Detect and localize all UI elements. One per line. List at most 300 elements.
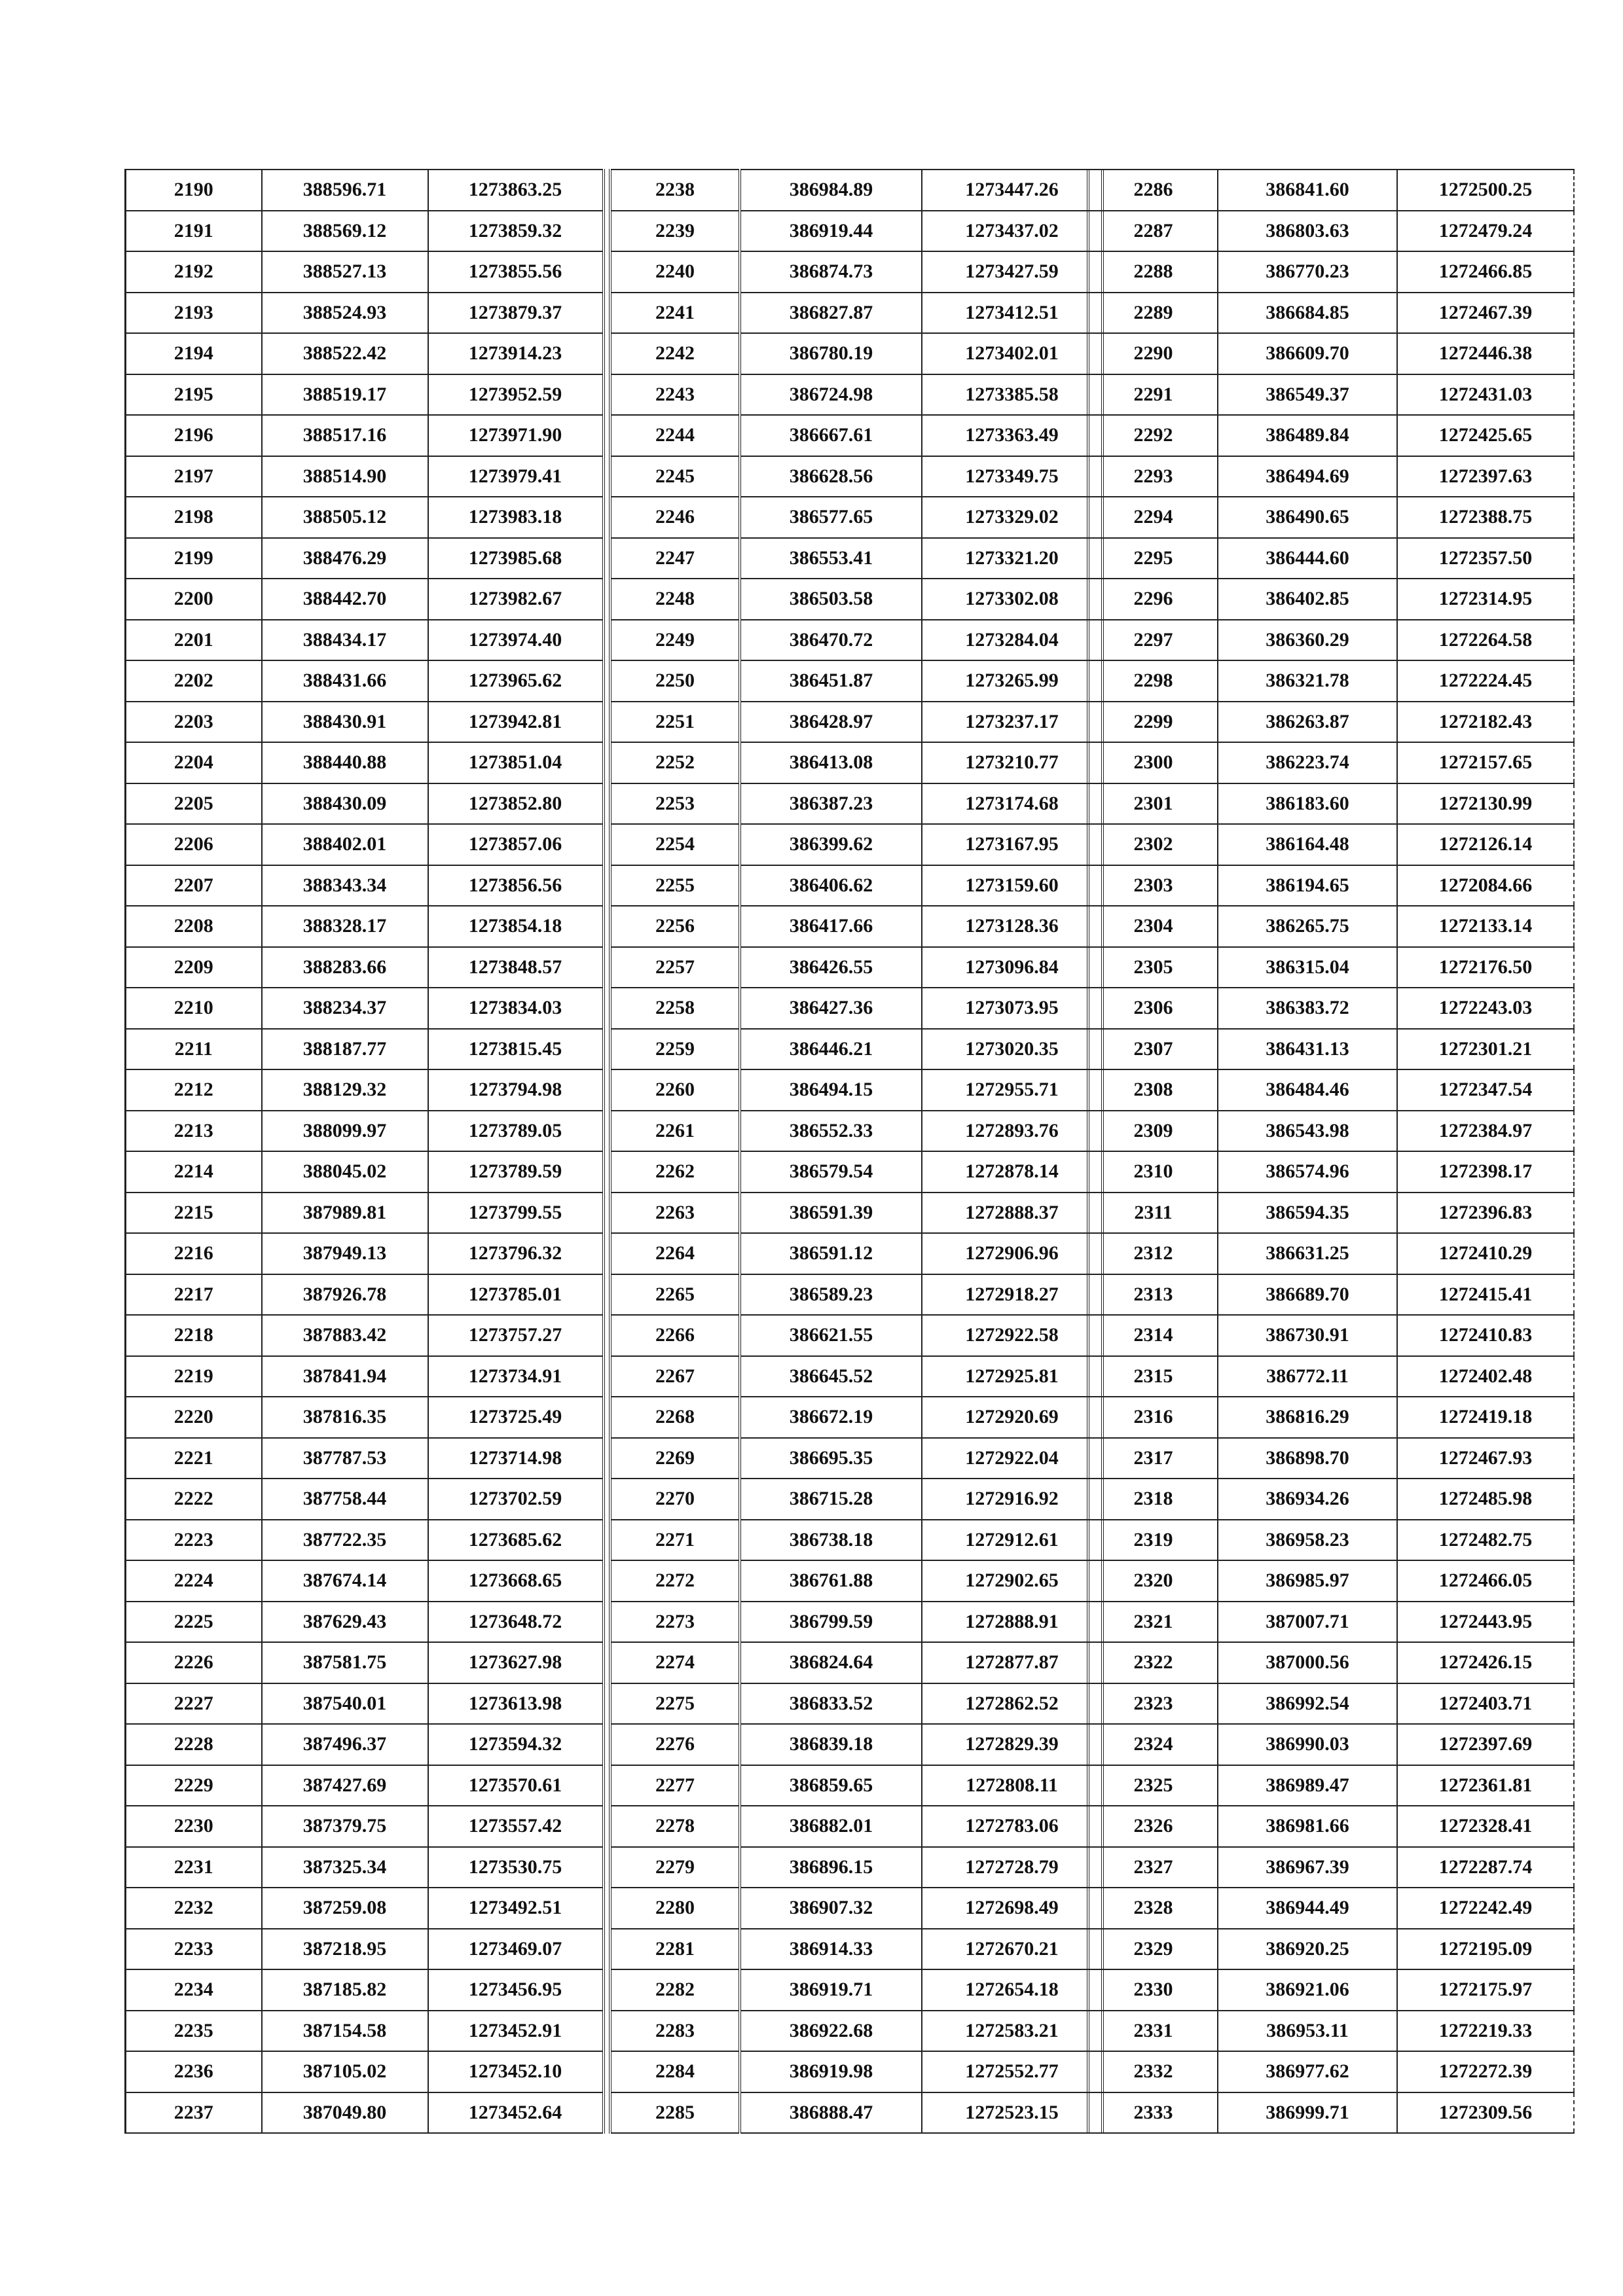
y-coordinate-cell: 1272922.58 xyxy=(922,1315,1103,1356)
table-row xyxy=(1088,456,1574,497)
point-number-cell: 2269 xyxy=(610,1438,740,1479)
point-number-cell: 2228 xyxy=(126,1724,262,1765)
y-coordinate-cell: 1272877.87 xyxy=(922,1642,1103,1683)
table-row xyxy=(610,1315,1103,1356)
y-coordinate-cell: 1272888.91 xyxy=(922,1602,1103,1643)
y-coordinate-cell: 1272309.56 xyxy=(1397,2092,1574,2134)
point-number-cell: 2304 xyxy=(1088,906,1218,947)
point-number-cell: 2289 xyxy=(1088,293,1218,334)
point-number-cell: 2320 xyxy=(1088,1560,1218,1602)
point-number-cell: 2309 xyxy=(1088,1111,1218,1152)
table-row xyxy=(610,1765,1103,1806)
point-number-cell: 2277 xyxy=(610,1765,740,1806)
table-row xyxy=(1088,1724,1574,1765)
y-coordinate-cell: 1272126.14 xyxy=(1397,824,1574,865)
table-row xyxy=(610,702,1103,743)
point-number-cell: 2264 xyxy=(610,1233,740,1274)
point-number-cell: 2208 xyxy=(126,906,262,947)
x-coordinate-cell: 388569.12 xyxy=(262,211,428,252)
y-coordinate-cell: 1272466.05 xyxy=(1397,1560,1574,1602)
y-coordinate-cell: 1272918.27 xyxy=(922,1274,1103,1316)
y-coordinate-cell: 1273437.02 xyxy=(922,211,1103,252)
point-number-cell: 2207 xyxy=(126,865,262,906)
y-coordinate-cell: 1272388.75 xyxy=(1397,497,1574,538)
x-coordinate-cell: 386977.62 xyxy=(1218,2051,1397,2092)
y-coordinate-cell: 1272808.11 xyxy=(922,1765,1103,1806)
point-number-cell: 2220 xyxy=(126,1397,262,1438)
x-coordinate-cell: 386553.41 xyxy=(740,538,922,579)
x-coordinate-cell: 387427.69 xyxy=(262,1765,428,1806)
y-coordinate-cell: 1273942.81 xyxy=(428,702,604,743)
table-row xyxy=(610,1111,1103,1152)
table-row xyxy=(126,783,604,825)
table-row xyxy=(126,1111,604,1152)
y-coordinate-cell: 1272301.21 xyxy=(1397,1029,1574,1070)
x-coordinate-cell: 388129.32 xyxy=(262,1069,428,1111)
y-coordinate-cell: 1272955.71 xyxy=(922,1069,1103,1111)
y-coordinate-cell: 1272182.43 xyxy=(1397,702,1574,743)
y-coordinate-cell: 1273668.65 xyxy=(428,1560,604,1602)
x-coordinate-cell: 386989.47 xyxy=(1218,1765,1397,1806)
y-coordinate-cell: 1272130.99 xyxy=(1397,783,1574,825)
x-coordinate-cell: 386315.04 xyxy=(1218,947,1397,988)
point-number-cell: 2195 xyxy=(126,374,262,416)
y-coordinate-cell: 1272402.48 xyxy=(1397,1356,1574,1397)
table-row xyxy=(126,947,604,988)
x-coordinate-cell: 387105.02 xyxy=(262,2051,428,2092)
x-coordinate-cell: 386667.61 xyxy=(740,415,922,456)
y-coordinate-cell: 1273859.32 xyxy=(428,211,604,252)
point-number-cell: 2202 xyxy=(126,660,262,702)
panel-body xyxy=(126,170,604,2133)
x-coordinate-cell: 386399.62 xyxy=(740,824,922,865)
point-number-cell: 2283 xyxy=(610,2011,740,2052)
table-row xyxy=(1088,374,1574,416)
point-number-cell: 2292 xyxy=(1088,415,1218,456)
x-coordinate-cell: 387841.94 xyxy=(262,1356,428,1397)
y-coordinate-cell: 1273834.03 xyxy=(428,988,604,1029)
y-coordinate-cell: 1273302.08 xyxy=(922,579,1103,620)
x-coordinate-cell: 386577.65 xyxy=(740,497,922,538)
y-coordinate-cell: 1272916.92 xyxy=(922,1479,1103,1520)
x-coordinate-cell: 386164.48 xyxy=(1218,824,1397,865)
point-number-cell: 2287 xyxy=(1088,211,1218,252)
y-coordinate-cell: 1273492.51 xyxy=(428,1888,604,1929)
x-coordinate-cell: 386552.33 xyxy=(740,1111,922,1152)
table-row xyxy=(126,1397,604,1438)
y-coordinate-cell: 1272446.38 xyxy=(1397,333,1574,374)
x-coordinate-cell: 387581.75 xyxy=(262,1642,428,1683)
x-coordinate-cell: 388234.37 xyxy=(262,988,428,1029)
point-number-cell: 2209 xyxy=(126,947,262,988)
point-number-cell: 2294 xyxy=(1088,497,1218,538)
point-number-cell: 2333 xyxy=(1088,2092,1218,2134)
y-coordinate-cell: 1273174.68 xyxy=(922,783,1103,825)
point-number-cell: 2197 xyxy=(126,456,262,497)
table-row xyxy=(1088,1683,1574,1725)
point-number-cell: 2260 xyxy=(610,1069,740,1111)
table-row xyxy=(126,824,604,865)
table-row xyxy=(126,2011,604,2052)
y-coordinate-cell: 1273363.49 xyxy=(922,415,1103,456)
y-coordinate-cell: 1272920.69 xyxy=(922,1397,1103,1438)
point-number-cell: 2314 xyxy=(1088,1315,1218,1356)
table-row xyxy=(1088,2092,1574,2134)
x-coordinate-cell: 387049.80 xyxy=(262,2092,428,2134)
table-row xyxy=(126,497,604,538)
table-row xyxy=(1088,1356,1574,1397)
x-coordinate-cell: 386944.49 xyxy=(1218,1888,1397,1929)
x-coordinate-cell: 386591.12 xyxy=(740,1233,922,1274)
x-coordinate-cell: 386799.59 xyxy=(740,1602,922,1643)
point-number-cell: 2329 xyxy=(1088,1929,1218,1970)
table-row xyxy=(126,1642,604,1683)
x-coordinate-cell: 386321.78 xyxy=(1218,660,1397,702)
table-row xyxy=(1088,415,1574,456)
x-coordinate-cell: 386484.46 xyxy=(1218,1069,1397,1111)
point-number-cell: 2276 xyxy=(610,1724,740,1765)
table-row xyxy=(610,1724,1103,1765)
table-row xyxy=(1088,1806,1574,1847)
table-row xyxy=(126,1806,604,1847)
point-number-cell: 2238 xyxy=(610,170,740,211)
y-coordinate-cell: 1273412.51 xyxy=(922,293,1103,334)
table-row xyxy=(126,1683,604,1725)
x-coordinate-cell: 386494.69 xyxy=(1218,456,1397,497)
point-number-cell: 2280 xyxy=(610,1888,740,1929)
x-coordinate-cell: 386803.63 xyxy=(1218,211,1397,252)
x-coordinate-cell: 386503.58 xyxy=(740,579,922,620)
y-coordinate-cell: 1273702.59 xyxy=(428,1479,604,1520)
table-row xyxy=(610,456,1103,497)
point-number-cell: 2278 xyxy=(610,1806,740,1847)
point-number-cell: 2240 xyxy=(610,251,740,293)
table-row xyxy=(610,1397,1103,1438)
point-number-cell: 2222 xyxy=(126,1479,262,1520)
table-row xyxy=(126,538,604,579)
x-coordinate-cell: 387154.58 xyxy=(262,2011,428,2052)
x-coordinate-cell: 386470.72 xyxy=(740,620,922,661)
x-coordinate-cell: 386898.70 xyxy=(1218,1438,1397,1479)
table-row xyxy=(610,251,1103,293)
y-coordinate-cell: 1272384.97 xyxy=(1397,1111,1574,1152)
table-row xyxy=(126,211,604,252)
x-coordinate-cell: 388505.12 xyxy=(262,497,428,538)
point-number-cell: 2248 xyxy=(610,579,740,620)
y-coordinate-cell: 1272862.52 xyxy=(922,1683,1103,1725)
y-coordinate-cell: 1273613.98 xyxy=(428,1683,604,1725)
y-coordinate-cell: 1273757.27 xyxy=(428,1315,604,1356)
x-coordinate-cell: 386827.87 xyxy=(740,293,922,334)
y-coordinate-cell: 1272419.18 xyxy=(1397,1397,1574,1438)
table-row xyxy=(610,1029,1103,1070)
point-number-cell: 2235 xyxy=(126,2011,262,2052)
point-number-cell: 2218 xyxy=(126,1315,262,1356)
x-coordinate-cell: 388430.91 xyxy=(262,702,428,743)
y-coordinate-cell: 1273452.10 xyxy=(428,2051,604,2092)
point-number-cell: 2296 xyxy=(1088,579,1218,620)
table-row xyxy=(126,1724,604,1765)
point-number-cell: 2316 xyxy=(1088,1397,1218,1438)
table-row xyxy=(126,988,604,1029)
y-coordinate-cell: 1273725.49 xyxy=(428,1397,604,1438)
table-row xyxy=(1088,1193,1574,1234)
y-coordinate-cell: 1273879.37 xyxy=(428,293,604,334)
point-number-cell: 2305 xyxy=(1088,947,1218,988)
x-coordinate-cell: 386265.75 xyxy=(1218,906,1397,947)
point-number-cell: 2249 xyxy=(610,620,740,661)
x-coordinate-cell: 386695.35 xyxy=(740,1438,922,1479)
point-number-cell: 2223 xyxy=(126,1520,262,1561)
table-row xyxy=(1088,1069,1574,1111)
y-coordinate-cell: 1273452.91 xyxy=(428,2011,604,2052)
y-coordinate-cell: 1272728.79 xyxy=(922,1847,1103,1888)
table-row xyxy=(126,1029,604,1070)
x-coordinate-cell: 386645.52 xyxy=(740,1356,922,1397)
x-coordinate-cell: 386888.47 xyxy=(740,2092,922,2134)
point-number-cell: 2192 xyxy=(126,251,262,293)
x-coordinate-cell: 387883.42 xyxy=(262,1315,428,1356)
y-coordinate-cell: 1272397.69 xyxy=(1397,1724,1574,1765)
point-number-cell: 2244 xyxy=(610,415,740,456)
table-row xyxy=(126,1929,604,1970)
y-coordinate-cell: 1273648.72 xyxy=(428,1602,604,1643)
point-number-cell: 2252 xyxy=(610,742,740,783)
point-number-cell: 2291 xyxy=(1088,374,1218,416)
y-coordinate-cell: 1272272.39 xyxy=(1397,2051,1574,2092)
point-number-cell: 2330 xyxy=(1088,1969,1218,2011)
x-coordinate-cell: 388440.88 xyxy=(262,742,428,783)
x-coordinate-cell: 387949.13 xyxy=(262,1233,428,1274)
table-row xyxy=(126,865,604,906)
x-coordinate-cell: 388328.17 xyxy=(262,906,428,947)
y-coordinate-cell: 1272888.37 xyxy=(922,1193,1103,1234)
point-number-cell: 2266 xyxy=(610,1315,740,1356)
point-number-cell: 2272 xyxy=(610,1560,740,1602)
point-number-cell: 2203 xyxy=(126,702,262,743)
x-coordinate-cell: 386882.01 xyxy=(740,1806,922,1847)
table-row xyxy=(126,456,604,497)
y-coordinate-cell: 1272396.83 xyxy=(1397,1193,1574,1234)
point-number-cell: 2250 xyxy=(610,660,740,702)
point-number-cell: 2312 xyxy=(1088,1233,1218,1274)
point-number-cell: 2293 xyxy=(1088,456,1218,497)
y-coordinate-cell: 1273402.01 xyxy=(922,333,1103,374)
x-coordinate-cell: 387787.53 xyxy=(262,1438,428,1479)
table-row xyxy=(610,538,1103,579)
y-coordinate-cell: 1272157.65 xyxy=(1397,742,1574,783)
x-coordinate-cell: 386543.98 xyxy=(1218,1111,1397,1152)
x-coordinate-cell: 386824.64 xyxy=(740,1642,922,1683)
y-coordinate-cell: 1272347.54 xyxy=(1397,1069,1574,1111)
point-number-cell: 2227 xyxy=(126,1683,262,1725)
table-row xyxy=(126,1560,604,1602)
x-coordinate-cell: 386839.18 xyxy=(740,1724,922,1765)
x-coordinate-cell: 387629.43 xyxy=(262,1602,428,1643)
y-coordinate-cell: 1272361.81 xyxy=(1397,1765,1574,1806)
point-number-cell: 2325 xyxy=(1088,1765,1218,1806)
panel-body xyxy=(610,170,1103,2133)
x-coordinate-cell: 386417.66 xyxy=(740,906,922,947)
x-coordinate-cell: 386920.25 xyxy=(1218,1929,1397,1970)
point-number-cell: 2199 xyxy=(126,538,262,579)
table-row xyxy=(126,1602,604,1643)
x-coordinate-cell: 386833.52 xyxy=(740,1683,922,1725)
y-coordinate-cell: 1273447.26 xyxy=(922,170,1103,211)
table-row xyxy=(1088,1479,1574,1520)
x-coordinate-cell: 388476.29 xyxy=(262,538,428,579)
table-row xyxy=(610,1356,1103,1397)
point-number-cell: 2256 xyxy=(610,906,740,947)
x-coordinate-cell: 388517.16 xyxy=(262,415,428,456)
x-coordinate-cell: 387000.56 xyxy=(1218,1642,1397,1683)
table-row xyxy=(126,1847,604,1888)
y-coordinate-cell: 1273855.56 xyxy=(428,251,604,293)
x-coordinate-cell: 387185.82 xyxy=(262,1969,428,2011)
table-row xyxy=(126,742,604,783)
table-row xyxy=(126,579,604,620)
point-number-cell: 2279 xyxy=(610,1847,740,1888)
table-row xyxy=(610,783,1103,825)
table-row xyxy=(610,1520,1103,1561)
table-row xyxy=(610,906,1103,947)
y-coordinate-cell: 1272552.77 xyxy=(922,2051,1103,2092)
y-coordinate-cell: 1273159.60 xyxy=(922,865,1103,906)
point-number-cell: 2317 xyxy=(1088,1438,1218,1479)
point-number-cell: 2254 xyxy=(610,824,740,865)
point-number-cell: 2300 xyxy=(1088,742,1218,783)
x-coordinate-cell: 388187.77 xyxy=(262,1029,428,1070)
table-row xyxy=(610,1151,1103,1193)
table-row xyxy=(610,1642,1103,1683)
y-coordinate-cell: 1273627.98 xyxy=(428,1642,604,1683)
table-row xyxy=(126,2092,604,2134)
table-row xyxy=(126,1193,604,1234)
x-coordinate-cell: 386934.26 xyxy=(1218,1479,1397,1520)
table-row xyxy=(1088,1847,1574,1888)
table-row xyxy=(1088,2051,1574,2092)
x-coordinate-cell: 386428.97 xyxy=(740,702,922,743)
y-coordinate-cell: 1273974.40 xyxy=(428,620,604,661)
y-coordinate-cell: 1272654.18 xyxy=(922,1969,1103,2011)
x-coordinate-cell: 386444.60 xyxy=(1218,538,1397,579)
point-number-cell: 2322 xyxy=(1088,1642,1218,1683)
table-row xyxy=(126,170,604,211)
y-coordinate-cell: 1273456.95 xyxy=(428,1969,604,2011)
point-number-cell: 2243 xyxy=(610,374,740,416)
x-coordinate-cell: 386984.89 xyxy=(740,170,922,211)
y-coordinate-cell: 1272893.76 xyxy=(922,1111,1103,1152)
point-number-cell: 2206 xyxy=(126,824,262,865)
x-coordinate-cell: 387259.08 xyxy=(262,1888,428,1929)
table-row xyxy=(1088,579,1574,620)
x-coordinate-cell: 388519.17 xyxy=(262,374,428,416)
x-coordinate-cell: 388514.90 xyxy=(262,456,428,497)
y-coordinate-cell: 1273734.91 xyxy=(428,1356,604,1397)
point-number-cell: 2255 xyxy=(610,865,740,906)
point-number-cell: 2205 xyxy=(126,783,262,825)
x-coordinate-cell: 388524.93 xyxy=(262,293,428,334)
y-coordinate-cell: 1272243.03 xyxy=(1397,988,1574,1029)
table-row xyxy=(126,906,604,947)
table-row xyxy=(1088,1438,1574,1479)
y-coordinate-cell: 1272133.14 xyxy=(1397,906,1574,947)
y-coordinate-cell: 1272410.83 xyxy=(1397,1315,1574,1356)
table-row xyxy=(126,1233,604,1274)
x-coordinate-cell: 387674.14 xyxy=(262,1560,428,1602)
x-coordinate-cell: 386874.73 xyxy=(740,251,922,293)
y-coordinate-cell: 1273469.07 xyxy=(428,1929,604,1970)
table-row xyxy=(1088,170,1574,211)
y-coordinate-cell: 1272176.50 xyxy=(1397,947,1574,988)
coordinate-table-panel-2 xyxy=(609,169,1104,2134)
point-number-cell: 2271 xyxy=(610,1520,740,1561)
point-number-cell: 2311 xyxy=(1088,1193,1218,1234)
point-number-cell: 2262 xyxy=(610,1151,740,1193)
point-number-cell: 2263 xyxy=(610,1193,740,1234)
y-coordinate-cell: 1273452.64 xyxy=(428,2092,604,2134)
y-coordinate-cell: 1273789.05 xyxy=(428,1111,604,1152)
x-coordinate-cell: 388099.97 xyxy=(262,1111,428,1152)
point-number-cell: 2215 xyxy=(126,1193,262,1234)
y-coordinate-cell: 1273785.01 xyxy=(428,1274,604,1316)
table-row xyxy=(1088,1397,1574,1438)
y-coordinate-cell: 1272485.98 xyxy=(1397,1479,1574,1520)
table-row xyxy=(1088,947,1574,988)
y-coordinate-cell: 1273167.95 xyxy=(922,824,1103,865)
point-number-cell: 2326 xyxy=(1088,1806,1218,1847)
table-row xyxy=(1088,1029,1574,1070)
x-coordinate-cell: 386589.23 xyxy=(740,1274,922,1316)
x-coordinate-cell: 386549.37 xyxy=(1218,374,1397,416)
point-number-cell: 2253 xyxy=(610,783,740,825)
y-coordinate-cell: 1272084.66 xyxy=(1397,865,1574,906)
x-coordinate-cell: 386431.13 xyxy=(1218,1029,1397,1070)
x-coordinate-cell: 387218.95 xyxy=(262,1929,428,1970)
table-row xyxy=(610,2051,1103,2092)
y-coordinate-cell: 1273863.25 xyxy=(428,170,604,211)
y-coordinate-cell: 1272912.61 xyxy=(922,1520,1103,1561)
point-number-cell: 2190 xyxy=(126,170,262,211)
table-row xyxy=(1088,988,1574,1029)
point-number-cell: 2315 xyxy=(1088,1356,1218,1397)
table-row xyxy=(1088,865,1574,906)
x-coordinate-cell: 386999.71 xyxy=(1218,2092,1397,2134)
point-number-cell: 2297 xyxy=(1088,620,1218,661)
y-coordinate-cell: 1272783.06 xyxy=(922,1806,1103,1847)
table-row xyxy=(126,1315,604,1356)
y-coordinate-cell: 1273020.35 xyxy=(922,1029,1103,1070)
point-number-cell: 2321 xyxy=(1088,1602,1218,1643)
point-number-cell: 2237 xyxy=(126,2092,262,2134)
point-number-cell: 2247 xyxy=(610,538,740,579)
y-coordinate-cell: 1272224.45 xyxy=(1397,660,1574,702)
table-row xyxy=(610,1847,1103,1888)
table-row xyxy=(610,1193,1103,1234)
point-number-cell: 2229 xyxy=(126,1765,262,1806)
table-row xyxy=(1088,1560,1574,1602)
table-row xyxy=(1088,783,1574,825)
y-coordinate-cell: 1273848.57 xyxy=(428,947,604,988)
point-number-cell: 2307 xyxy=(1088,1029,1218,1070)
point-number-cell: 2213 xyxy=(126,1111,262,1152)
x-coordinate-cell: 386715.28 xyxy=(740,1479,922,1520)
x-coordinate-cell: 386194.65 xyxy=(1218,865,1397,906)
table-row xyxy=(610,620,1103,661)
point-number-cell: 2251 xyxy=(610,702,740,743)
table-row xyxy=(610,1683,1103,1725)
x-coordinate-cell: 388596.71 xyxy=(262,170,428,211)
